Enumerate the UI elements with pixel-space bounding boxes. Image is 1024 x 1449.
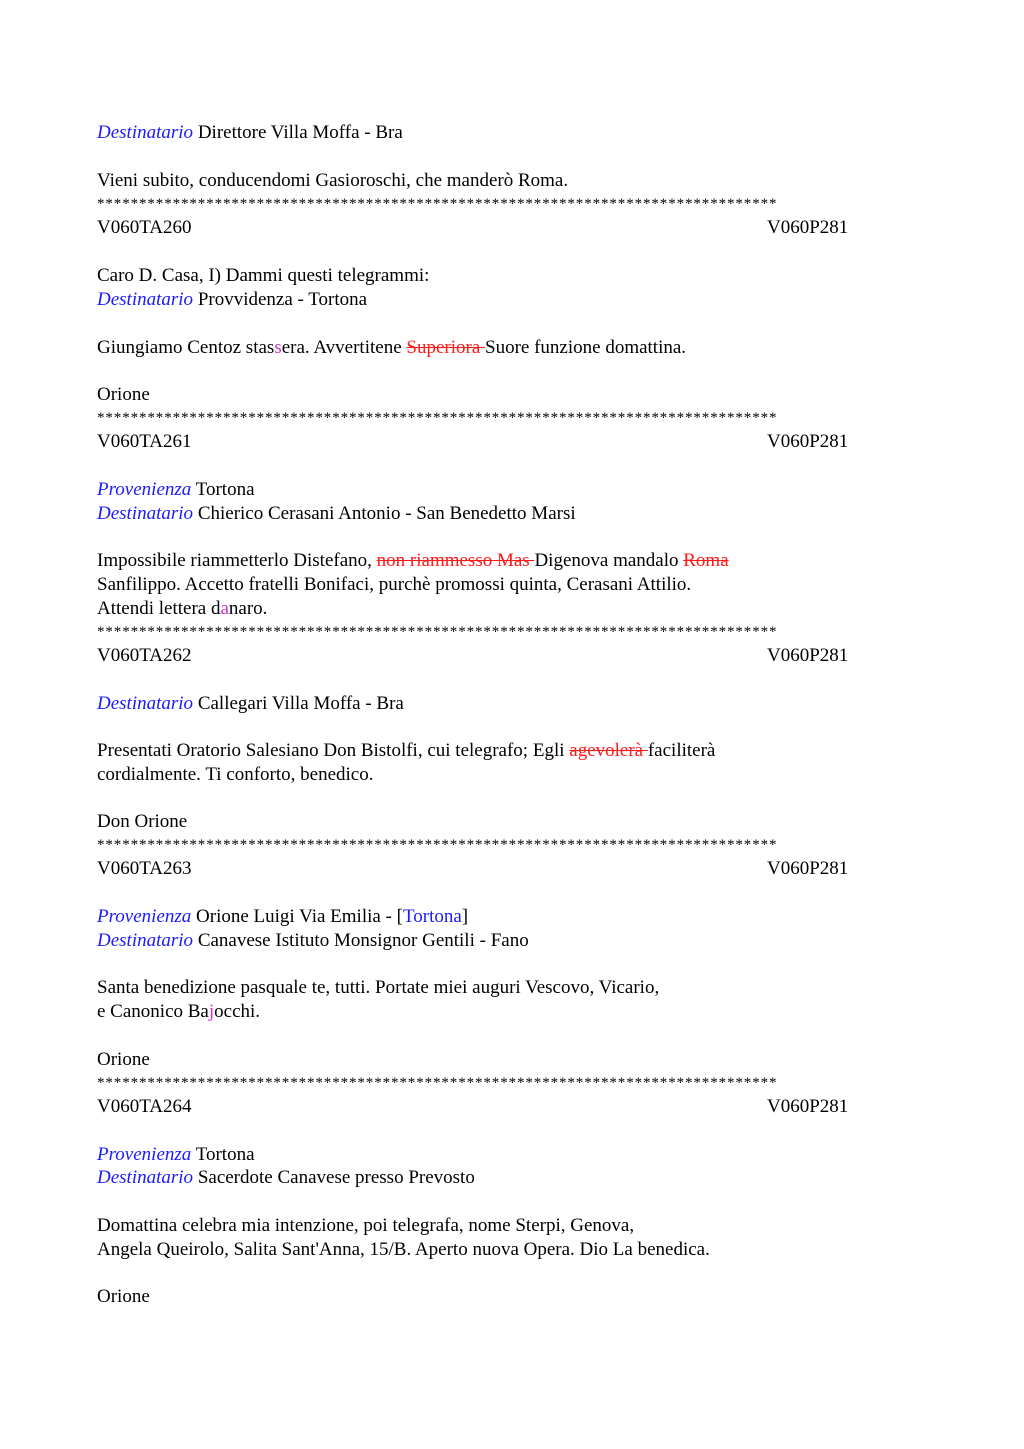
- editorial-insertion: Tortona: [402, 906, 462, 927]
- destinatario-label: Destinatario: [97, 122, 194, 143]
- destinatario-label: Destinatario: [97, 289, 194, 310]
- destinatario-label: Destinatario: [97, 1167, 194, 1188]
- document-id: V060TA263: [97, 858, 192, 879]
- provenienza-value: Tortona: [195, 479, 255, 500]
- text-span: Attendi lettera d: [97, 598, 221, 619]
- text-span: naro.: [228, 598, 268, 619]
- separator: *********************************************************************************: [97, 837, 778, 853]
- text-span: Giungiamo Centoz stas: [97, 337, 275, 358]
- provenienza-label: Provenienza: [97, 479, 192, 500]
- telegram-text: [97, 740, 715, 762]
- telegram-text: Vieni subito, conducendomi Gasioroschi, che manderò Roma.: [97, 170, 569, 191]
- telegram-text: Sanfilippo. Accetto fratelli Bonifaci, purchè promossi quinta, Cerasani Attilio.: [97, 574, 692, 595]
- destinatario-line: [97, 289, 367, 311]
- document-id: V060TA264: [97, 1096, 192, 1117]
- text-span: Suore funzione domattina.: [485, 337, 687, 358]
- provenienza-label: Provenienza: [97, 1144, 192, 1165]
- separator: *********************************************************************************: [97, 196, 778, 212]
- destinatario-line: [97, 122, 403, 144]
- deleted-text: Roma: [683, 550, 729, 571]
- telegram-text: [97, 598, 267, 620]
- telegram-text: [97, 337, 686, 359]
- destinatario-line: [97, 930, 529, 952]
- inserted-letter: s: [274, 337, 282, 358]
- document-id: V060TA260: [97, 217, 192, 238]
- provenienza-line: [97, 1144, 255, 1166]
- page-ref: V060P281: [767, 431, 849, 452]
- destinatario-value: Canavese Istituto Monsignor Gentili - Fano: [197, 930, 529, 951]
- destinatario-label: Destinatario: [97, 503, 194, 524]
- intro-text: Caro D. Casa, I) Dammi questi telegrammi:: [97, 265, 430, 286]
- destinatario-value: Callegari Villa Moffa - Bra: [197, 693, 404, 714]
- telegram-text: Angela Queirolo, Salita Sant'Anna, 15/B. Aperto nuova Opera. Dio La benedica.: [97, 1239, 710, 1260]
- signature: Don Orione: [97, 811, 188, 832]
- destinatario-value: Sacerdote Canavese presso Prevosto: [197, 1167, 475, 1188]
- destinatario-value: Direttore Villa Moffa - Bra: [197, 122, 403, 143]
- telegram-text: Santa benedizione pasquale te, tutti. Portate miei auguri Vescovo, Vicario,: [97, 977, 660, 998]
- text-span: Digenova mandalo: [534, 550, 684, 571]
- destinatario-line: [97, 1167, 475, 1189]
- text-span: occhi.: [214, 1001, 261, 1022]
- provenienza-line: [97, 479, 255, 501]
- destinatario-label: Destinatario: [97, 930, 194, 951]
- inserted-letter: j: [208, 1001, 215, 1022]
- signature: Orione: [97, 1286, 150, 1307]
- telegram-text: cordialmente. Ti conforto, benedico.: [97, 764, 374, 785]
- text-span: Impossibile riammetterlo Distefano,: [97, 550, 377, 571]
- page-ref: V060P281: [767, 645, 849, 666]
- telegram-text: Domattina celebra mia intenzione, poi telegrafa, nome Sterpi, Genova,: [97, 1215, 635, 1236]
- provenienza-line: [97, 906, 468, 928]
- deleted-text: agevolerà: [569, 740, 648, 761]
- text-span: ]: [461, 906, 469, 927]
- telegram-text: [97, 550, 729, 572]
- provenienza-value: Orione Luigi Via Emilia - [: [196, 906, 403, 927]
- separator: *********************************************************************************: [97, 1075, 778, 1091]
- destinatario-value: Provvidenza - Tortona: [197, 289, 368, 310]
- text-span: Presentati Oratorio Salesiano Don Bistolfi, cui telegrafo; Egli: [97, 740, 570, 761]
- separator: *********************************************************************************: [97, 624, 778, 640]
- inserted-letter: a: [220, 598, 229, 619]
- text-span: e Canonico Ba: [97, 1001, 209, 1022]
- page-ref: V060P281: [767, 858, 849, 879]
- deleted-text: non riammesso Mas: [376, 550, 535, 571]
- destinatario-line: [97, 503, 576, 525]
- signature: Orione: [97, 1049, 150, 1070]
- deleted-text: Superiora: [406, 337, 486, 358]
- separator: *********************************************************************************: [97, 410, 778, 426]
- signature: Orione: [97, 384, 150, 405]
- telegram-text: [97, 1001, 260, 1023]
- provenienza-label: Provenienza: [97, 906, 192, 927]
- text-span: faciliterà: [647, 740, 716, 761]
- text-span: era. Avvertitene: [281, 337, 407, 358]
- page-ref: V060P281: [767, 217, 849, 238]
- page-ref: V060P281: [767, 1096, 849, 1117]
- document-id: V060TA261: [97, 431, 192, 452]
- destinatario-line: [97, 693, 404, 715]
- destinatario-label: Destinatario: [97, 693, 194, 714]
- provenienza-value: Tortona: [195, 1144, 255, 1165]
- document-id: V060TA262: [97, 645, 192, 666]
- destinatario-value: Chierico Cerasani Antonio - San Benedetto Marsi: [197, 503, 576, 524]
